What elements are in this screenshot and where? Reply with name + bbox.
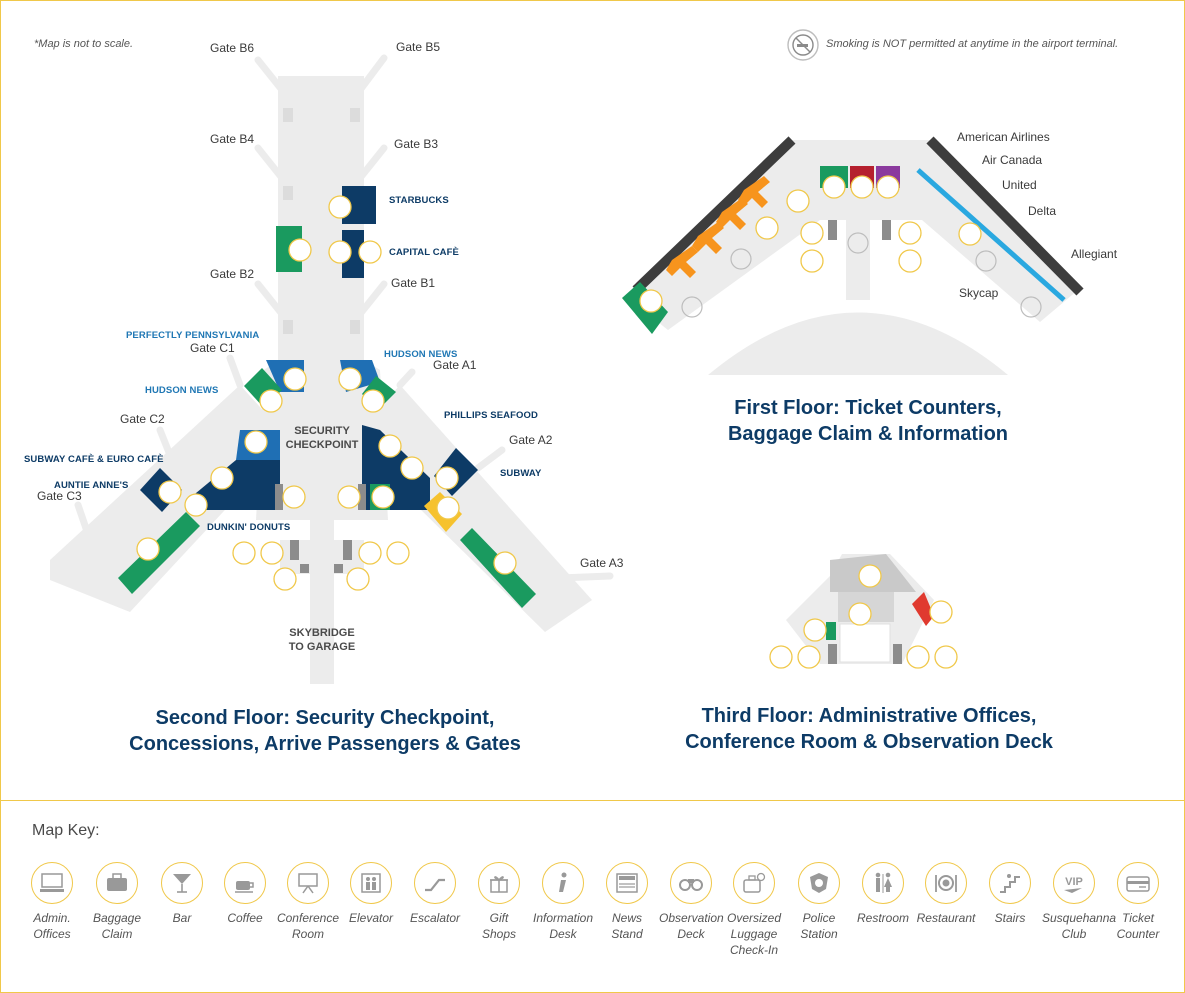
- susquehanna-club-icon: [1053, 862, 1095, 904]
- escalator-icon: [414, 862, 456, 904]
- svg-text:VIP: VIP: [1065, 876, 1083, 888]
- key-item-restroom: Restroom: [851, 862, 915, 926]
- key-item-information-desk: Information Desk: [531, 862, 595, 942]
- first-floor-title: First Floor: Ticket Counters, Baggage Claim & Information: [727, 397, 1009, 445]
- key-item-news-stand: News Stand: [595, 862, 659, 942]
- smoking-note: Smoking is NOT permitted at anytime in the airport terminal.: [826, 38, 1119, 50]
- airline-label-allegiant: Allegiant: [1071, 247, 1118, 261]
- key-item-susquehanna-club: VIP Susquehanna Club: [1042, 862, 1106, 942]
- airline-label-delta: Delta: [1028, 204, 1057, 218]
- gate-a2-label: Gate A2: [509, 433, 553, 447]
- second-floor-title: Second Floor: Security Checkpoint, Concessions, Arrive Passengers & Gates: [129, 707, 521, 755]
- second-floor-map: [50, 58, 610, 684]
- ticket-counter-icon: [1117, 862, 1159, 904]
- map-key-divider: [0, 800, 1185, 801]
- key-item-escalator: Escalator: [403, 862, 467, 926]
- gate-b6-label: Gate B6: [210, 41, 255, 55]
- perfectly-pennsylvania-label: PERFECTLY PENNSYLVANIA: [126, 330, 260, 341]
- key-item-baggage-claim: Baggage Claim: [85, 862, 149, 942]
- bar-icon: [161, 862, 203, 904]
- key-item-ticket-counter: Ticket Counter: [1106, 862, 1170, 942]
- hudson-news-c-label: HUDSON NEWS: [145, 385, 219, 396]
- coffee-icon: [224, 862, 266, 904]
- gift-shops-icon: [478, 862, 520, 904]
- key-item-restaurant: Restaurant: [914, 862, 978, 926]
- gate-a3-label: Gate A3: [580, 556, 624, 570]
- no-smoking-icon: [788, 30, 818, 60]
- gate-b1-label: Gate B1: [391, 276, 436, 290]
- gate-c2-label: Gate C2: [120, 412, 165, 426]
- capital-cafe-label: CAPITAL CAFÈ: [389, 247, 459, 258]
- gate-c1-label: Gate C1: [190, 341, 235, 355]
- third-floor-title: Third Floor: Administrative Offices, Conference Room & Observation Deck: [685, 705, 1053, 753]
- gate-b4-label: Gate B4: [210, 132, 255, 146]
- airline-label-american: American Airlines: [957, 130, 1050, 144]
- key-item-observation-deck: Observation Deck: [659, 862, 723, 942]
- gate-b5-label: Gate B5: [396, 40, 441, 54]
- key-item-police-station: Police Station: [787, 862, 851, 942]
- hudson-news-a-label: HUDSON NEWS: [384, 349, 458, 360]
- key-item-elevator: Elevator: [339, 862, 403, 926]
- key-item-coffee: Coffee: [213, 862, 277, 926]
- news-stand-icon: [606, 862, 648, 904]
- map-key-title: Map Key:: [32, 822, 100, 839]
- information-desk-icon: [542, 862, 584, 904]
- gate-c3-label: Gate C3: [37, 489, 82, 503]
- first-floor-map: [622, 140, 1080, 375]
- subway-cafe-label: SUBWAY CAFÈ & EURO CAFÈ: [24, 454, 164, 465]
- restroom-icon: [862, 862, 904, 904]
- gate-b3-label: Gate B3: [394, 137, 439, 151]
- airline-label-air-canada: Air Canada: [982, 153, 1043, 167]
- key-item-stairs: Stairs: [978, 862, 1042, 926]
- security-checkpoint-label: SECURITY CHECKPOINT: [285, 425, 359, 451]
- third-floor-map: [770, 554, 957, 668]
- auntie-annes-label: AUNTIE ANNE'S: [54, 480, 129, 491]
- restaurant-icon: [925, 862, 967, 904]
- elevator-icon: [350, 862, 392, 904]
- observation-deck-icon: [670, 862, 712, 904]
- airline-label-united: United: [1002, 178, 1037, 192]
- key-item-gift-shops: Gift Shops: [467, 862, 531, 942]
- starbucks-label: STARBUCKS: [389, 195, 449, 206]
- skycap-label: Skycap: [959, 286, 999, 300]
- admin-offices-icon: [31, 862, 73, 904]
- key-item-admin-offices: Admin. Offices: [20, 862, 84, 942]
- police-station-icon: [798, 862, 840, 904]
- subway-label: SUBWAY: [500, 468, 542, 479]
- key-item-conference-room: Conference Room: [276, 862, 340, 942]
- stairs-icon: [989, 862, 1031, 904]
- phillips-seafood-label: PHILLIPS SEAFOOD: [444, 410, 538, 421]
- key-item-bar: Bar: [150, 862, 214, 926]
- baggage-claim-icon: [96, 862, 138, 904]
- skybridge-label: SKYBRIDGE TO GARAGE: [288, 627, 356, 653]
- dunkin-donuts-label: DUNKIN' DONUTS: [207, 522, 291, 533]
- conference-room-icon: [287, 862, 329, 904]
- oversized-luggage-icon: [733, 862, 775, 904]
- key-item-oversized-luggage: Oversized Luggage Check-In: [722, 862, 786, 958]
- gate-b2-label: Gate B2: [210, 267, 255, 281]
- gate-a1-label: Gate A1: [433, 358, 477, 372]
- scale-note: *Map is not to scale.: [34, 38, 134, 50]
